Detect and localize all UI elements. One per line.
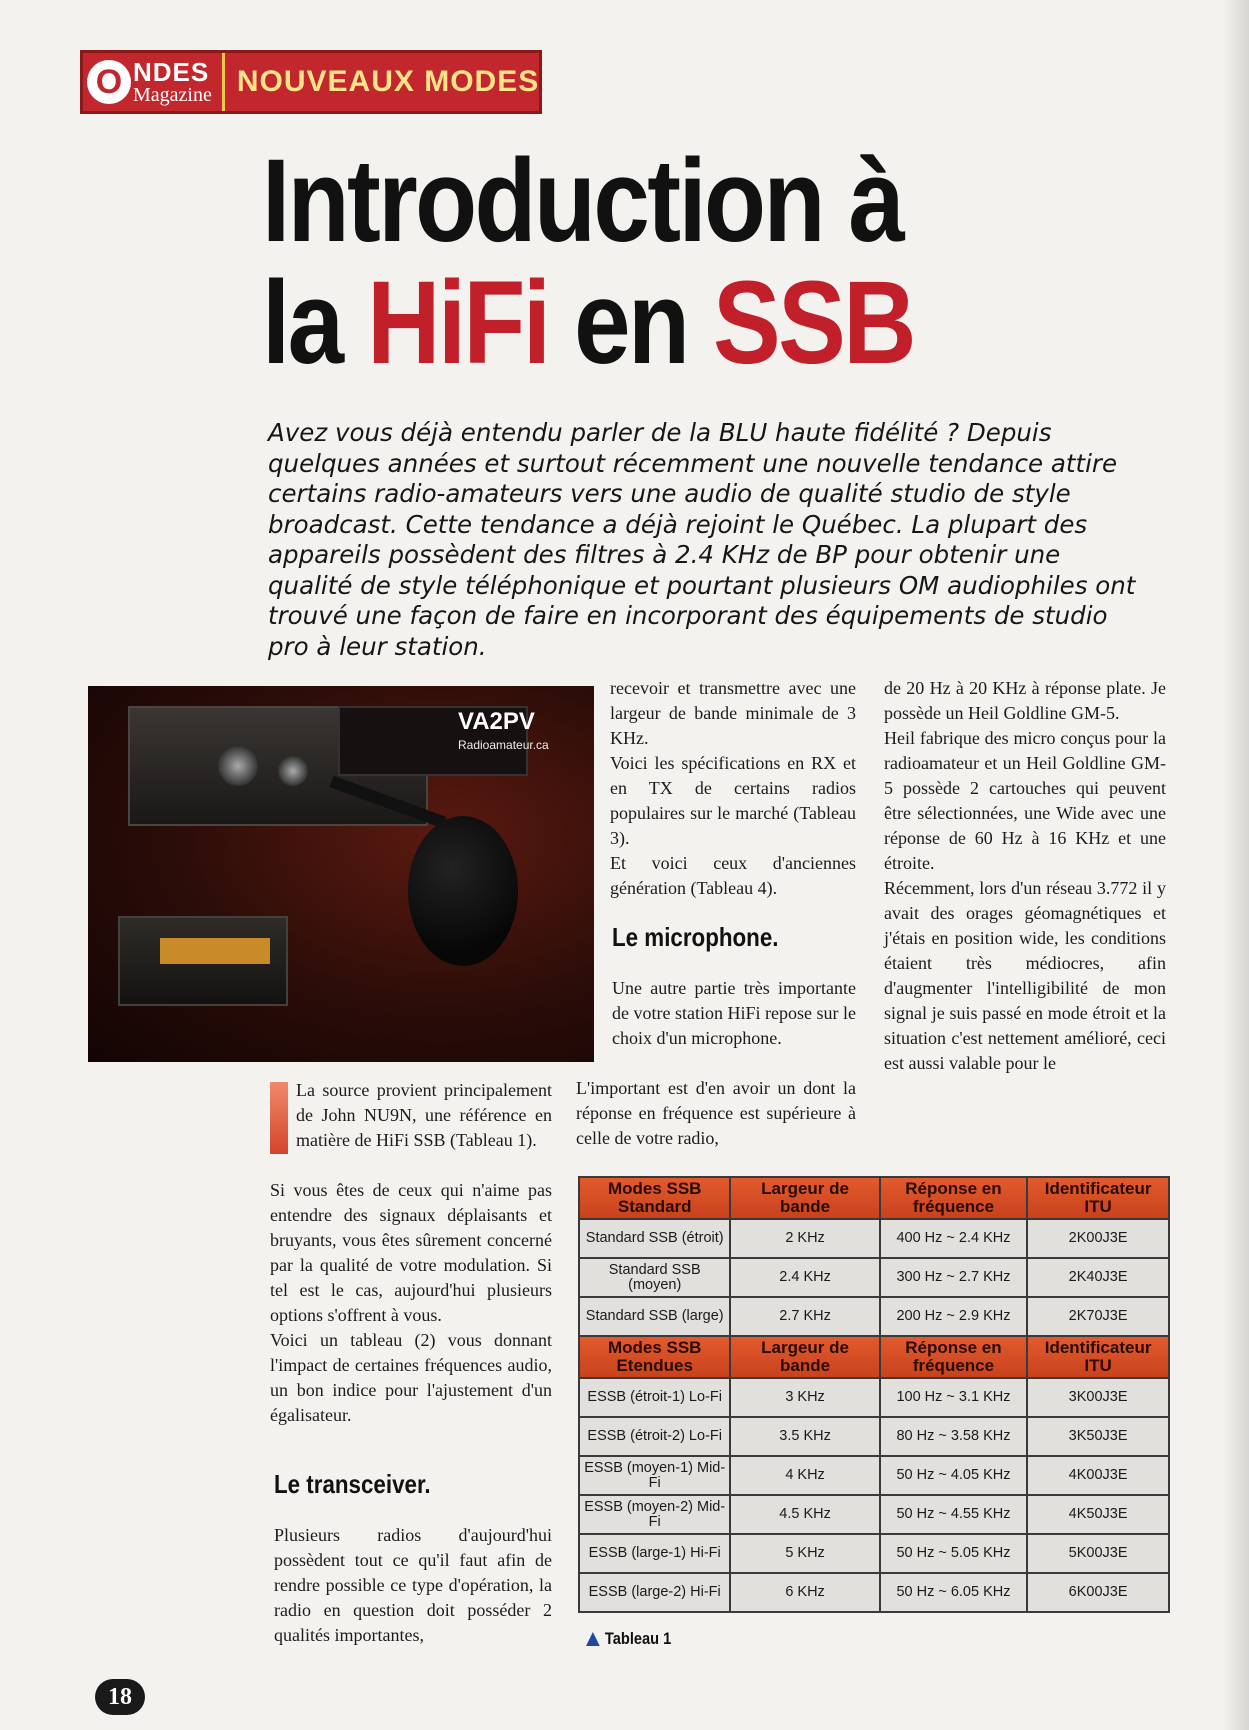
table-caption xyxy=(586,1629,671,1649)
table-cell: 2 KHz xyxy=(730,1219,879,1258)
article-title xyxy=(262,135,1088,389)
col3-para-3: Récemment, lors d'un réseau 3.772 il y avait des orages géomagnétiques et j'étais en position wide, les conditions étaient très médiocres, afin d'augmenter l'intelligibilité de mon signal je suis passé en mode étroit et la situation c'est nettement amélioré, ceci est aussi valable pour le xyxy=(884,878,1166,1073)
table-cell: 400 Hz ~ 2.4 KHz xyxy=(880,1219,1027,1258)
table-cell: 50 Hz ~ 4.55 KHz xyxy=(880,1495,1027,1534)
col1-para-1: La source provient principalement de John NU9N, une référence en matière de HiFi SSB (Tableau 1). xyxy=(296,1080,552,1150)
table-row xyxy=(579,1495,1169,1534)
table-cell: 80 Hz ~ 3.58 KHz xyxy=(880,1417,1027,1456)
column-2-top xyxy=(610,676,856,901)
table-cell: ESSB (large-1) Hi-Fi xyxy=(579,1534,730,1573)
col3-para-2: Heil fabrique des micro conçus pour la radioamateur et un Heil Goldline GM-5 possède 2 cartouches qui peuvent être sélectionnées, une Wide avec une réponse de 60 Hz à 16 KHz et une étroite. xyxy=(884,728,1166,873)
table-header-row xyxy=(579,1177,1169,1219)
microphone-image xyxy=(408,816,518,966)
table-row xyxy=(579,1378,1169,1417)
subhead-microphone: Le microphone. xyxy=(612,922,779,952)
table-header-cell: Identificateur ITU xyxy=(1027,1336,1169,1378)
table-cell: 6 KHz xyxy=(730,1573,879,1612)
table-cell: 200 Hz ~ 2.9 KHz xyxy=(880,1297,1027,1336)
col1-para-2: Si vous êtes de ceux qui n'aime pas entendre des signaux déplaisants et bruyants, vous êtes sûrement concerné par la qualité de votre modulation. Si tel est le cas, aujourd'hui plusieurs options s'offrent à vous. xyxy=(270,1180,552,1325)
table-cell: 2.7 KHz xyxy=(730,1297,879,1336)
table-cell: 4.5 KHz xyxy=(730,1495,879,1534)
section-label: NOUVEAUX MODES xyxy=(236,65,540,98)
table-cell: Standard SSB (moyen) xyxy=(579,1258,730,1297)
table-row xyxy=(579,1456,1169,1495)
title-mid: en xyxy=(574,257,688,389)
table-cell: 50 Hz ~ 5.05 KHz xyxy=(880,1534,1027,1573)
caption-text: Tableau 1 xyxy=(604,1629,672,1648)
radio-display xyxy=(160,938,270,964)
logo-sub: Magazine xyxy=(133,84,212,106)
col2-para-3: Et voici ceux d'anciennes génération (Tableau 4). xyxy=(610,853,856,898)
article-intro: Avez vous déjà entendu parler de la BLU haute fidélité ? Depuis quelques années et surtout récemment une nouvelle tendance attire certains radio-amateurs vers une audio de qualité studio de style broadcast. Cette tendance a déjà rejoint le Québec. La plupart des appareils possèdent des filtres à 2.4 KHz de BP pour obtenir une qualité de style téléphonique et pourtant plusieurs OM audiophiles ont trouvé une façon de faire en incorporant des équipements de studio pro à leur station. xyxy=(268,418,1136,661)
knob-icon xyxy=(278,756,308,786)
table-cell: 5K00J3E xyxy=(1027,1534,1169,1573)
table-cell: 4 KHz xyxy=(730,1456,879,1495)
table-cell: 3K00J3E xyxy=(1027,1378,1169,1417)
table-cell: 50 Hz ~ 6.05 KHz xyxy=(880,1573,1027,1612)
title-prefix: la xyxy=(262,257,342,389)
column-1-body xyxy=(270,1178,552,1428)
table-header-cell: Modes SSB Etendues xyxy=(579,1336,730,1378)
table-cell: 2K00J3E xyxy=(1027,1219,1169,1258)
table-header-cell: Largeur de bande xyxy=(730,1177,879,1219)
second-radio-image xyxy=(118,916,288,1006)
table-row xyxy=(579,1534,1169,1573)
col2-para-1: recevoir et transmettre avec une largeur de bande minimale de 3 KHz. xyxy=(610,678,856,748)
knob-icon xyxy=(218,746,258,786)
table-header-cell: Identificateur ITU xyxy=(1027,1177,1169,1219)
dropcap-decoration xyxy=(270,1082,288,1154)
ssb-modes-table xyxy=(578,1176,1170,1613)
column-2-bottom xyxy=(576,1076,856,1151)
table-header-cell: Largeur de bande xyxy=(730,1336,879,1378)
table-header-cell: Modes SSB Standard xyxy=(579,1177,730,1219)
table-row xyxy=(579,1258,1169,1297)
table-cell: 5 KHz xyxy=(730,1534,879,1573)
column-1-bottom xyxy=(274,1523,552,1648)
logo-initial: O xyxy=(87,60,131,104)
col2-para-2: Voici les spécifications en RX et en TX de certains radios populaires sur le marché (Tableau 3). xyxy=(610,753,856,848)
table-row xyxy=(579,1573,1169,1612)
table-cell: 2.4 KHz xyxy=(730,1258,879,1297)
title-line-2 xyxy=(262,257,1088,389)
table-row xyxy=(579,1297,1169,1336)
magazine-logo xyxy=(83,53,225,111)
logo-name: NDES xyxy=(133,57,210,87)
table-cell: ESSB (étroit-2) Lo-Fi xyxy=(579,1417,730,1456)
title-hifi: HiFi xyxy=(367,257,549,389)
column-2-mid xyxy=(612,976,856,1051)
table-cell: 3 KHz xyxy=(730,1378,879,1417)
table-cell: 300 Hz ~ 2.7 KHz xyxy=(880,1258,1027,1297)
page-edge-shadow xyxy=(1223,0,1249,1730)
table-cell: ESSB (moyen-2) Mid-Fi xyxy=(579,1495,730,1534)
table-cell: 6K00J3E xyxy=(1027,1573,1169,1612)
table-cell: 50 Hz ~ 4.05 KHz xyxy=(880,1456,1027,1495)
table-cell: 4K50J3E xyxy=(1027,1495,1169,1534)
table-cell: 2K40J3E xyxy=(1027,1258,1169,1297)
col2-para-4: Une autre partie très importante de votre station HiFi repose sur le choix d'un microphone. xyxy=(612,978,856,1048)
table-header-row xyxy=(579,1336,1169,1378)
col3-para-1: de 20 Hz à 20 KHz à réponse plate. Je possède un Heil Goldline GM-5. xyxy=(884,678,1166,723)
table-row xyxy=(579,1417,1169,1456)
triangle-icon xyxy=(586,1632,600,1646)
col1-para-3: Voici un tableau (2) vous donnant l'impact de certaines fréquences audio, un bon indice pour l'ajustement d'un égalisateur. xyxy=(270,1330,552,1425)
title-line-1: Introduction à xyxy=(262,135,903,267)
column-3 xyxy=(884,676,1166,1076)
table-cell: ESSB (moyen-1) Mid-Fi xyxy=(579,1456,730,1495)
col2-para-5: L'important est d'en avoir un dont la réponse en fréquence est supérieure à celle de votre radio, xyxy=(576,1078,856,1148)
station-photo xyxy=(88,686,594,1062)
title-ssb: SSB xyxy=(712,257,914,389)
table-cell: 3.5 KHz xyxy=(730,1417,879,1456)
table-cell: ESSB (large-2) Hi-Fi xyxy=(579,1573,730,1612)
photo-callsign: VA2PV xyxy=(458,708,535,735)
table-header-cell: Réponse en fréquence xyxy=(880,1336,1027,1378)
column-1-top xyxy=(270,1078,552,1154)
table-cell: 2K70J3E xyxy=(1027,1297,1169,1336)
col1-para-4: Plusieurs radios d'aujourd'hui possèdent tout ce qu'il faut afin de rendre possible ce type d'opération, la radio en question doit posséder 2 qualités importantes, xyxy=(274,1525,552,1645)
table-cell: Standard SSB (étroit) xyxy=(579,1219,730,1258)
table-cell: Standard SSB (large) xyxy=(579,1297,730,1336)
subhead-transceiver: Le transceiver. xyxy=(274,1469,431,1499)
table-row xyxy=(579,1219,1169,1258)
table-cell: 4K00J3E xyxy=(1027,1456,1169,1495)
page-number: 18 xyxy=(95,1679,145,1715)
table-cell: 100 Hz ~ 3.1 KHz xyxy=(880,1378,1027,1417)
table-header-cell: Réponse en fréquence xyxy=(880,1177,1027,1219)
photo-website: Radioamateur.ca xyxy=(458,738,549,752)
header-banner xyxy=(80,50,542,114)
table-cell: 3K50J3E xyxy=(1027,1417,1169,1456)
table-cell: ESSB (étroit-1) Lo-Fi xyxy=(579,1378,730,1417)
